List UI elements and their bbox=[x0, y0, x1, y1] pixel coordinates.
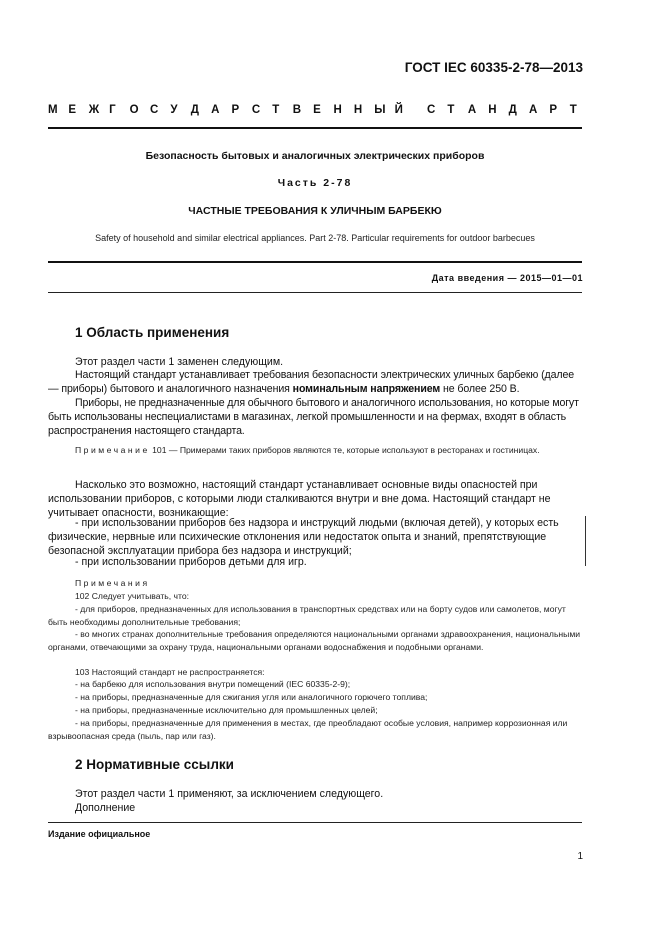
title-specific: ЧАСТНЫЕ ТРЕБОВАНИЯ К УЛИЧНЫМ БАРБЕКЮ bbox=[188, 205, 442, 217]
note-103-item-a: - на барбекю для использования внутри помещений (IEC 60335-2-9); bbox=[75, 679, 351, 689]
note-102: 102 Следует учитывать, что: bbox=[75, 591, 189, 601]
banner-letter: С bbox=[149, 104, 159, 116]
title-part: Часть 2-78 bbox=[277, 177, 353, 189]
s1-paragraph-1: Этот раздел части 1 заменен следующим. bbox=[75, 356, 284, 368]
change-bar bbox=[585, 516, 586, 566]
title-general: Безопасность бытовых и аналогичных электрических приборов bbox=[145, 150, 485, 162]
title-english: Safety of household and similar electrical appliances. Part 2-78. Particular requirements for outdoor barbecues bbox=[95, 233, 535, 243]
banner-letter: Н bbox=[333, 104, 342, 116]
banner-letter: Ы bbox=[374, 104, 386, 116]
note-103-item-d: - на приборы, предназначенные для применения в местах, где преобладают особые условия, например коррозионная или взрывоопасная среда (пыль, пар или газ). bbox=[48, 718, 568, 741]
banner-letter: А bbox=[211, 104, 220, 116]
effective-date: Дата введения — 2015—01—01 bbox=[431, 273, 583, 283]
official-edition: Издание официальное bbox=[48, 829, 151, 839]
s1-paragraph-2: Настоящий стандарт устанавливает требования безопасности электрических уличных барбекю (далее — приборы) бытового и аналогичного назначения номинальным напряжением не более 250 В. bbox=[48, 369, 575, 395]
date-rule bbox=[48, 292, 582, 293]
banner-letter: У bbox=[170, 104, 178, 116]
section-2-heading: 2 Нормативные ссылки bbox=[75, 757, 234, 772]
notes-label: Примечания bbox=[75, 578, 150, 588]
banner-letter: М bbox=[48, 104, 58, 116]
banner-letter: Т bbox=[272, 104, 280, 116]
s1-bullet-1: - при использовании приборов без надзора и инструкций людьми (включая детей), у которых есть физические, нервные или психические отклонения или недостаток опыта и знаний, препятствующие безопасной эксплуатации прибора без надзора и инструкций; bbox=[48, 517, 559, 557]
banner-letter: Г bbox=[109, 104, 116, 116]
section-1-heading: 1 Область применения bbox=[75, 325, 230, 340]
banner-letter: С bbox=[251, 104, 261, 116]
note-103: 103 Настоящий стандарт не распространяется: bbox=[75, 667, 265, 677]
banner-letter: О bbox=[129, 104, 139, 116]
banner-letter: А bbox=[528, 104, 538, 116]
banner-letter: Е bbox=[313, 104, 321, 116]
interstate-standard-banner bbox=[48, 104, 588, 116]
banner-letter: Д bbox=[508, 104, 517, 116]
s1-bullet-2: - при использовании приборов детьми для игр. bbox=[75, 556, 307, 568]
banner-letter: Т bbox=[447, 104, 455, 116]
banner-letter: Т bbox=[569, 104, 577, 116]
note-103-item-c: - на приборы, предназначенные исключительно для промышленных целей; bbox=[75, 705, 378, 715]
banner-letter: Ж bbox=[88, 104, 100, 116]
s1-paragraph-4: Насколько это возможно, настоящий стандарт устанавливает основные виды опасностей при использовании приборов, с которыми люди сталкиваются внутри и вне дома. Настоящий стандарт не учитывает опасности, возникающие: bbox=[48, 479, 551, 519]
page-number: 1 bbox=[577, 851, 583, 862]
banner-letter: Р bbox=[549, 104, 558, 116]
banner-letter: Д bbox=[190, 104, 199, 116]
banner-letter: С bbox=[427, 104, 436, 116]
s2-paragraph-2: Дополнение bbox=[75, 802, 136, 814]
footer-rule bbox=[48, 822, 582, 823]
banner-letter: Е bbox=[68, 104, 77, 116]
banner-letter: А bbox=[467, 104, 477, 116]
banner-letter: Й bbox=[394, 104, 403, 116]
s2-paragraph-1: Этот раздел части 1 применяют, за исключением следующего. bbox=[75, 788, 384, 800]
s1-paragraph-3: Приборы, не предназначенные для обычного бытового и аналогичного использования, но которые могут быть использованы неспециалистами в магазинах, легкой промышленности и на фермах, входят в область распространения настоящего стандарта. bbox=[48, 397, 579, 437]
note-102-item-b: - во многих странах дополнительные требования определяются национальными органами здравоохранения, национальными органами, отвечающими за охрану труда, национальными органами водоснабжения и подобными органами. bbox=[48, 629, 581, 652]
note-101: Примечание 101 — Примерами таких приборов являются те, которые используют в ресторанах и гостиницах. bbox=[75, 445, 540, 455]
standard-code: ГОСТ IEC 60335-2-78—2013 bbox=[404, 60, 583, 75]
header-rule bbox=[48, 127, 582, 129]
title-rule bbox=[48, 261, 582, 263]
banner-letter: Н bbox=[488, 104, 497, 116]
banner-letter: Н bbox=[353, 104, 363, 116]
banner-letter: В bbox=[292, 104, 301, 116]
note-102-item-a: - для приборов, предназначенных для использования в транспортных средствах или на борту судов или самолетов, могут быть необходимы дополнительные требования; bbox=[48, 604, 566, 627]
note-103-item-b: - на приборы, предназначенные для сжигания угля или аналогичного горючего топлива; bbox=[75, 692, 428, 702]
banner-letter: Р bbox=[231, 104, 240, 116]
